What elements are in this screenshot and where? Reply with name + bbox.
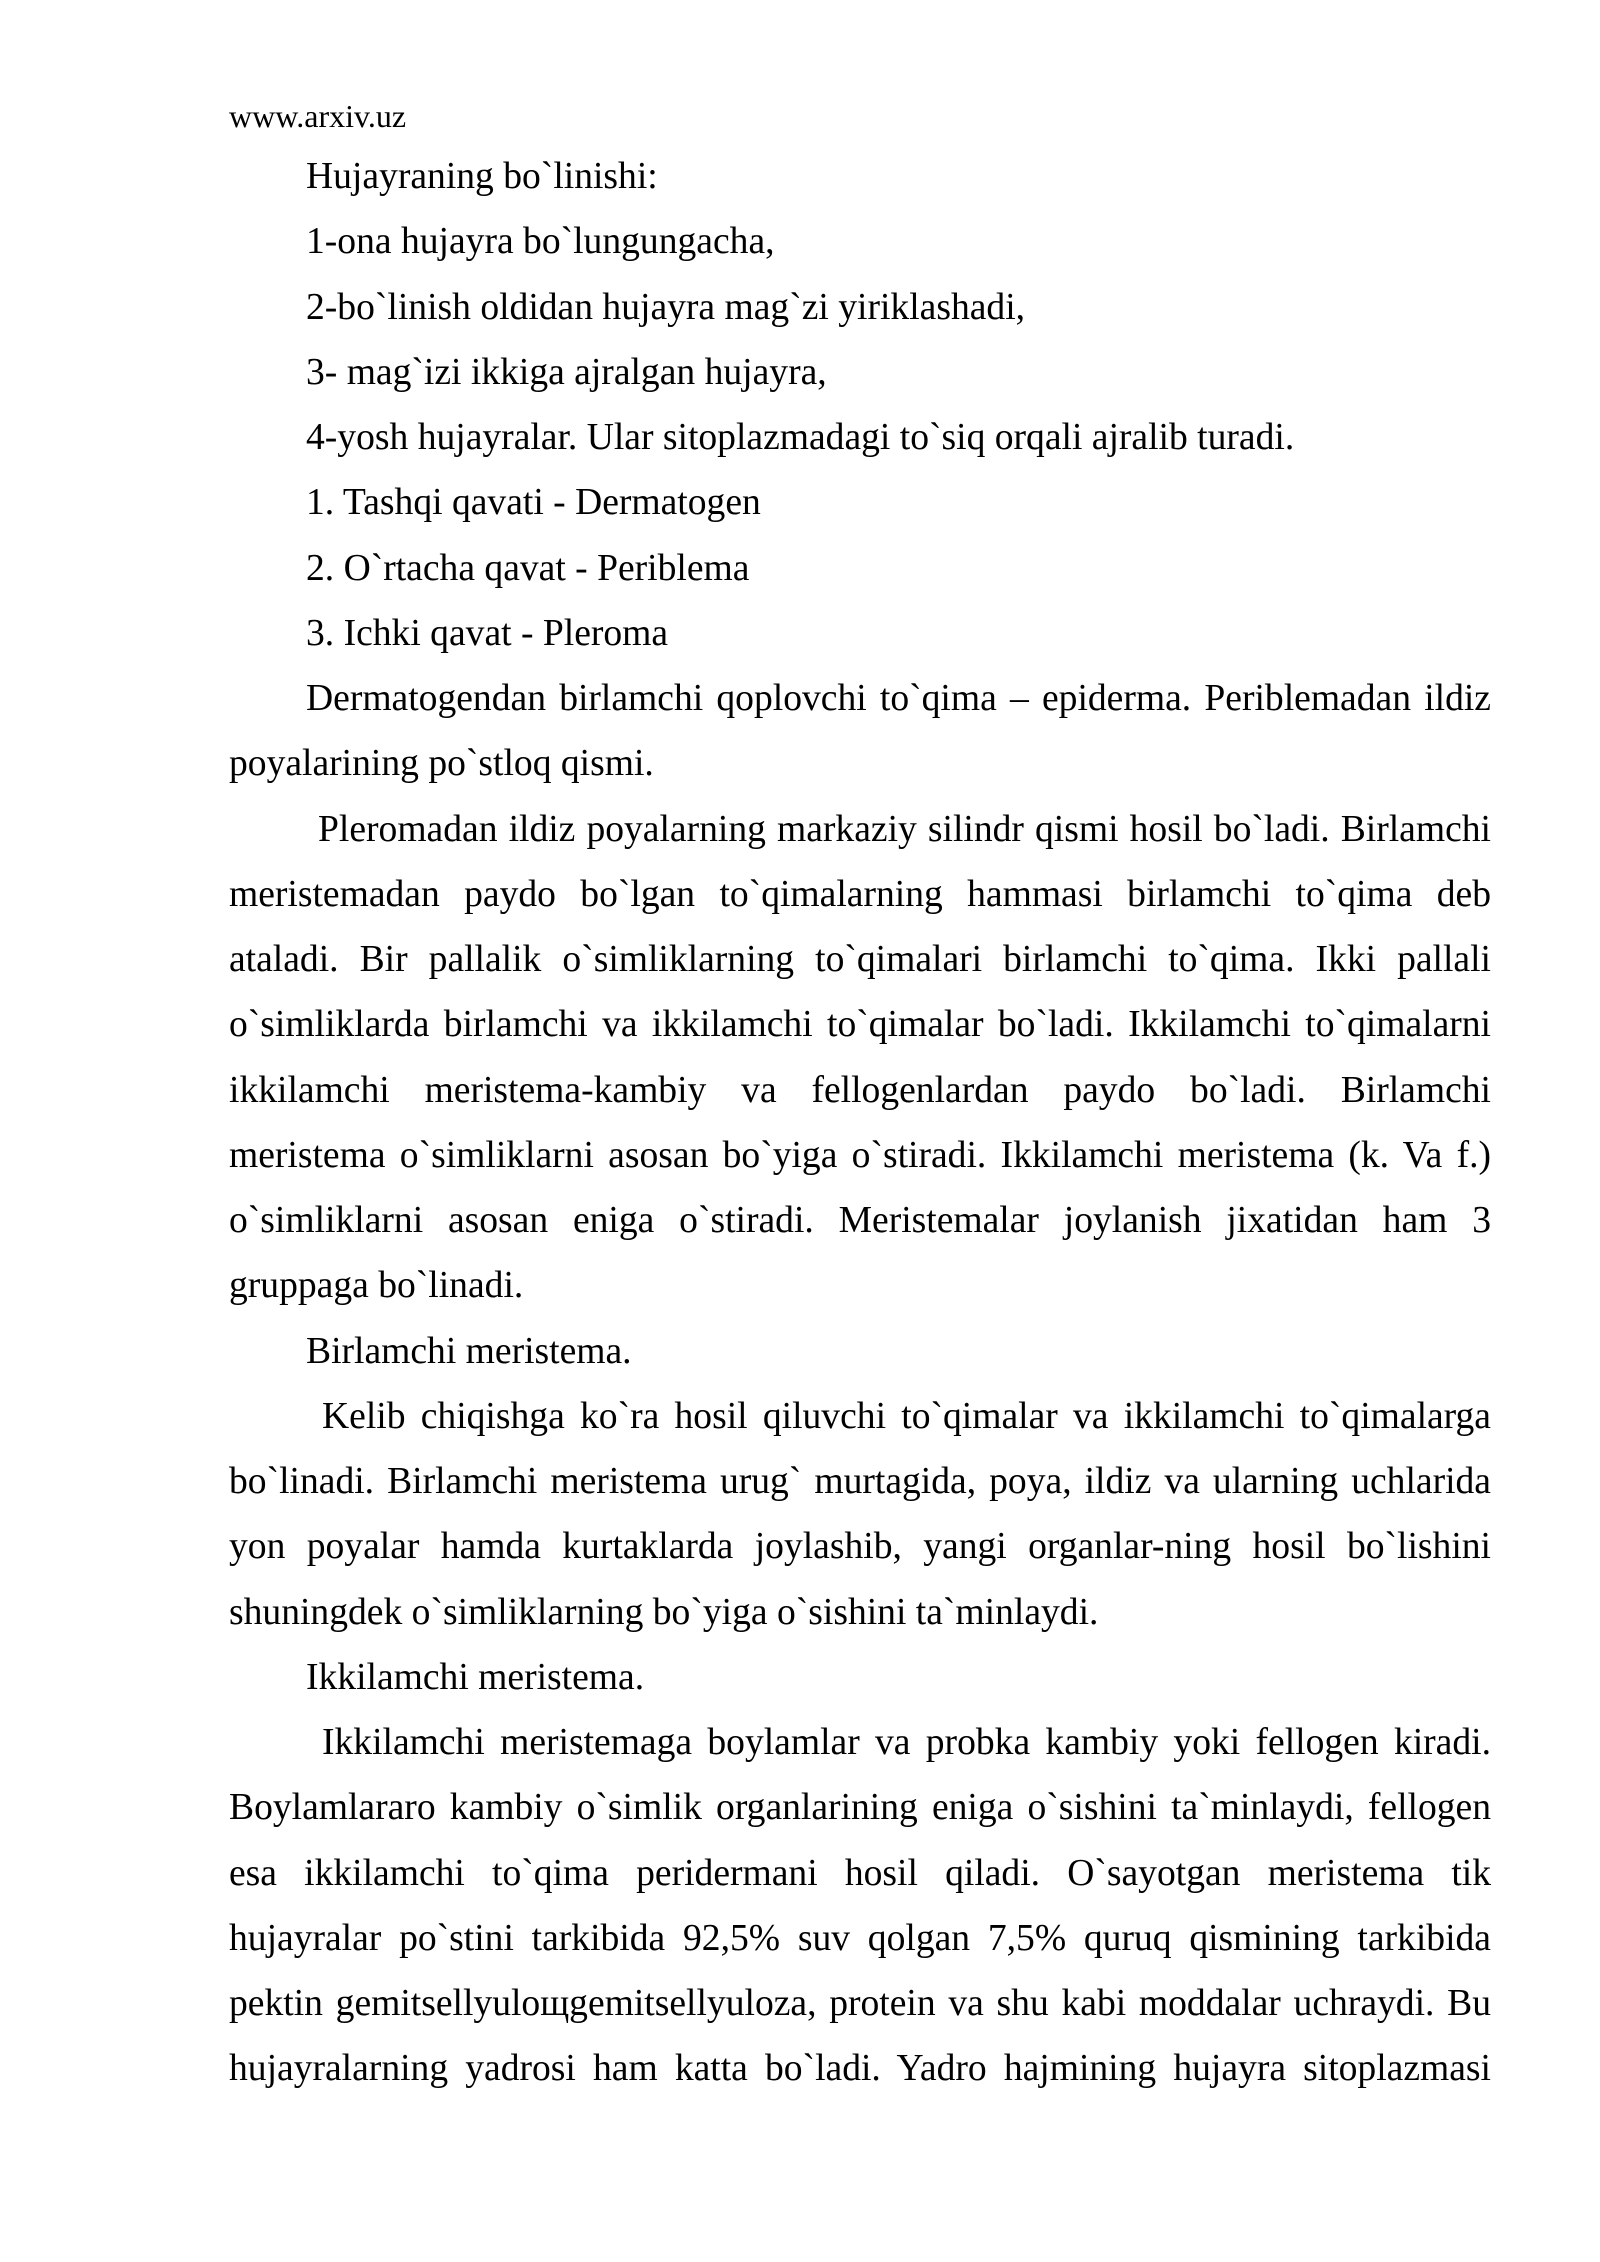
document-body <box>229 144 1491 2102</box>
paragraph-line: Pleromadan ildiz poyalarning markaziy silindr qismi hosil bo`ladi. Birlamchi <box>318 808 1491 850</box>
meristem-layer-item <box>229 470 1491 535</box>
paragraph-line: 1-ona hujayra bo`lungungacha, <box>306 221 775 263</box>
paragraph-line: shuningdek o`simliklarning bo`yiga o`sishini ta`minlaydi. <box>229 1591 1099 1633</box>
section-title <box>229 144 1491 209</box>
paragraph-line: gruppaga bo`linadi. <box>229 1265 524 1307</box>
paragraph-line: esa ikkilamchi to`qima peridermani hosil qiladi. O`sayotgan meristema tik <box>229 1852 1491 1894</box>
paragraph-line: ikkilamchi meristema-kambiy va fellogenlardan paydo bo`ladi. Birlamchi <box>229 1069 1491 1111</box>
paragraph-line: 4-yosh hujayralar. Ular sitoplazmadagi to`siq orqali ajralib turadi. <box>306 417 1295 458</box>
paragraph-line: Ikkilamchi meristemaga boylamlar va probka kambiy yoki fellogen kiradi. <box>322 1722 1491 1763</box>
paragraph-line: 1. Tashqi qavati - Dermatogen <box>306 482 761 524</box>
paragraph-line: Kelib chiqishga ko`ra hosil qiluvchi to`qimalar va ikkilamchi to`qimalarga <box>322 1395 1491 1437</box>
paragraph-line: pektin gemitsellyulощgemitsellyuloza, protein va shu kabi moddalar uchraydi. Bu <box>229 1983 1491 2024</box>
meristem-layer-item <box>229 536 1491 601</box>
paragraph-line: hujayralarning yadrosi ham katta bo`ladi. Yadro hajmining hujayra sitoplazmasi <box>229 2048 1491 2090</box>
cell-division-step <box>229 340 1491 405</box>
cell-division-step <box>229 275 1491 340</box>
body-paragraph <box>229 666 1491 797</box>
site-url-header: www.arxiv.uz <box>229 98 407 134</box>
paragraph-line: ataladi. Bir pallalik o`simliklarning to`qimalari birlamchi to`qima. Ikki pallali <box>229 939 1491 980</box>
body-paragraph <box>229 1384 1491 1645</box>
paragraph-line: Boylamlararo kambiy o`simlik organlarining eniga o`sishini ta`minlaydi, fellogen <box>229 1787 1491 1829</box>
paragraph-line: 2-bo`linish oldidan hujayra mag`zi yiriklashadi, <box>306 286 1026 328</box>
meristem-layer-item <box>229 601 1491 666</box>
paragraph-line: o`simliklarda birlamchi va ikkilamchi to`qimalar bo`ladi. Ikkilamchi to`qimalarni <box>229 1004 1491 1046</box>
paragraph-line: 2. O`rtacha qavat - Periblema <box>306 547 750 589</box>
subsection-title <box>229 1319 1491 1384</box>
paragraph-line: hujayralar po`stini tarkibida 92,5% suv qolgan 7,5% quruq qismining tarkibida <box>229 1917 1491 1959</box>
paragraph-line: Ikkilamchi meristema. <box>306 1656 645 1698</box>
paragraph-line: Birlamchi meristema. <box>306 1330 632 1372</box>
paragraph-line: poyalarining po`stloq qismi. <box>229 743 654 785</box>
paragraph-line: o`simliklarni asosan eniga o`stiradi. Meristemalar joylanish jixatidan ham 3 <box>229 1200 1491 1241</box>
paragraph-line: Hujayraning bo`linishi: <box>306 156 658 197</box>
body-paragraph <box>229 797 1491 1319</box>
paragraph-line: yon poyalar hamda kurtaklarda joylashib, yangi organlar-ning hosil bo`lishini <box>229 1526 1491 1568</box>
subsection-title <box>229 1645 1491 1710</box>
paragraph-line: 3. Ichki qavat - Pleroma <box>306 612 669 654</box>
paragraph-line: Dermatogendan birlamchi qoplovchi to`qima – epiderma. Periblemadan ildiz <box>306 678 1491 719</box>
cell-division-step <box>229 405 1491 470</box>
paragraph-line: bo`linadi. Birlamchi meristema urug` murtagida, poya, ildiz va ularning uchlarida <box>229 1461 1491 1502</box>
cell-division-step <box>229 209 1491 274</box>
paragraph-line: meristemadan paydo bo`lgan to`qimalarning hammasi birlamchi to`qima deb <box>229 873 1491 915</box>
paragraph-line: meristema o`simliklarni asosan bo`yiga o`stiradi. Ikkilamchi meristema (k. Va f.) <box>229 1134 1491 1176</box>
paragraph-line: 3- mag`izi ikkiga ajralgan hujayra, <box>306 351 827 393</box>
body-paragraph <box>229 1710 1491 2102</box>
